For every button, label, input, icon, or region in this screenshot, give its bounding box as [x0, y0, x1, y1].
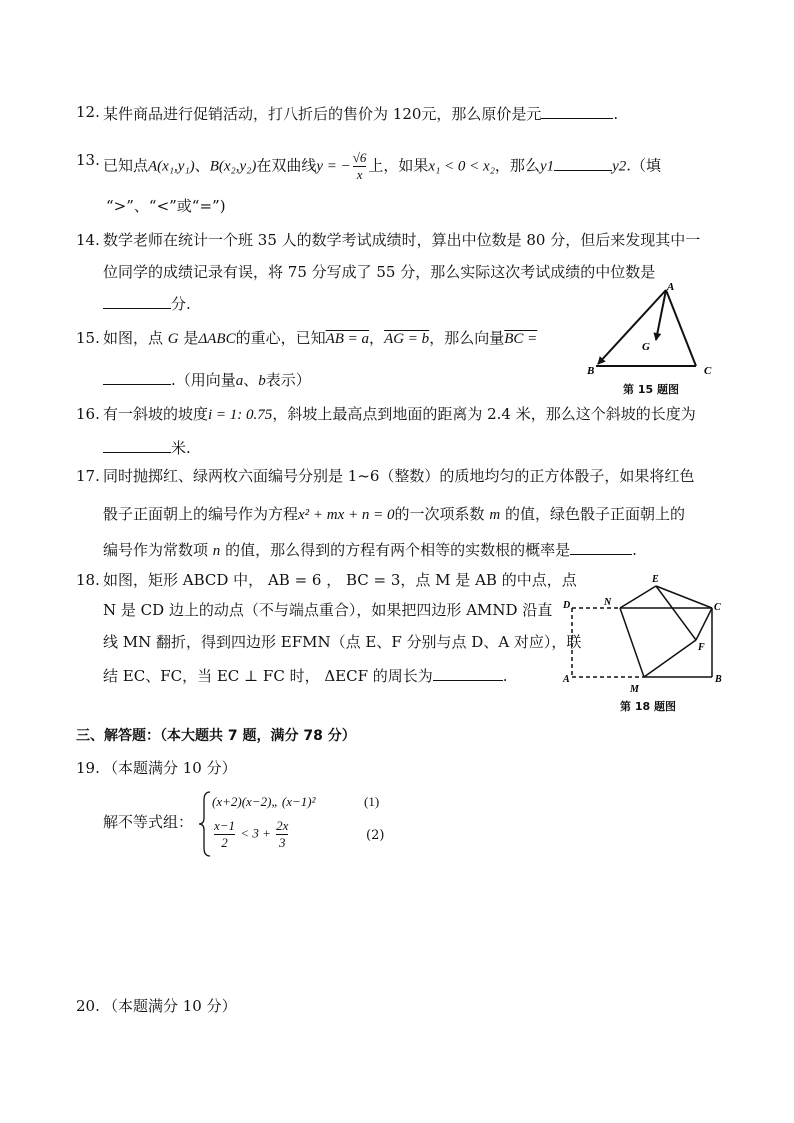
label-n: N [604, 597, 612, 608]
vector-bc: BC = [504, 331, 538, 347]
vector-ab: AB = a [325, 331, 370, 347]
vector-ab-arrow [598, 290, 666, 364]
figure-15-caption: 第 15 题图 [623, 383, 679, 396]
label-f: F [698, 642, 705, 653]
answer-blank [554, 154, 612, 171]
question-number: 20. [76, 997, 100, 1015]
figure-18-caption: 第 18 题图 [620, 700, 676, 713]
label-a: A [563, 674, 570, 685]
question-number: 13. [76, 151, 100, 169]
label-a: A [667, 282, 675, 293]
label-b: B [715, 674, 722, 685]
question-number: 16. [76, 405, 100, 423]
fold-line-mn [620, 608, 644, 677]
question-number: 14. [76, 231, 100, 249]
point-a: A(x₁,y₁) [148, 158, 195, 175]
question-text: 某件商品进行促销活动，打八折后的售价为 120元，那么原价是元 [103, 105, 542, 123]
inequality-label: 解不等式组： [103, 813, 194, 831]
hyperbola-fraction: $\frac{√6}{x}$ [352, 150, 367, 182]
label-d: D [563, 600, 571, 611]
segment-fm [644, 640, 696, 677]
label-g: G [642, 341, 650, 353]
exam-page: 12. 某件商品进行促销活动，打八折后的售价为 120元，那么原价是元 . 13. 已知点A(x₁,y₁)、B(x₂,y₂)在双曲线y = − $\frac{√6}{x}$ 上，如果x₁ < 0 < x₂，那么y1 y2.（填 “>”、“<”或“=”) 14. 数学老师在统计一个班 35 人的数学考试成绩时，算出中位数是 80 分，但后来发现其中一 位同学的成绩记录有误，将 75 分写成了 55 分，那么实际这次考试成绩的中位数是 分. 15. 如图，点 G 是ΔABC的重心，已知AB = a，AG = b，那么向量BC = .（用向量a、b表示） A B C G 第 15 题图 16. 有一斜坡的坡度i = 1: 0.75，斜坡上最高点到地面的距离为 2.4 米，那么这个斜坡的长度为 米. 17. 同时抛掷红、绿两枚六面编号分别是 1~6（整数）的质地均匀的正方体骰子，如果将红色 骰子正面朝上的编号作为方程x² + mx + n = 0的一次项系数 m 的值，绿色骰子正面朝上的 编号作为常数项 n 的值，那么得到的方程有两个相等的实数根的概率是 . 18. 如图，矩形 ABCD 中， AB = 6 ， BC = 3，点 M 是 AB 的中点，点 N 是 CD 边上的动点（不与端点重合），如果把四边形 AMND 沿直 线 MN 翻折，得到四边形 EFMN（点 E、F 分别与点 D、A 对应），联 结 EC、FC，当 EC ⊥ FC 时， ΔECF 的周长为 . D N E C F A M B 第 18 题图 三、解答题：（本大题共 7 题，满分 78 分） 19. （本题满分 10 分） 解不等式组： (x+2)(x−2)„ (x−1)² (1) $\frac{x-1}{2}$ < 3 + $\frac{2x}{3}$ (2) 20. （本题满分 10 分） [0, 0, 794, 1123]
vector-ag: AG = b [384, 331, 430, 347]
question-number: 18. [76, 571, 100, 589]
answer-blank [103, 436, 171, 453]
label-c: C [704, 365, 712, 377]
label-m: M [630, 684, 639, 695]
label-b: B [587, 365, 595, 377]
question-number: 17. [76, 467, 100, 485]
label-c: C [714, 602, 721, 613]
answer-blank [541, 102, 613, 119]
segment-fc [696, 608, 712, 640]
figure-15-triangle [584, 282, 724, 382]
answer-blank [103, 292, 171, 309]
left-brace [198, 790, 212, 858]
side-ac [666, 290, 696, 366]
label-e: E [652, 574, 659, 585]
answer-blank [103, 368, 171, 385]
question-number: 12. [76, 103, 100, 121]
question-number: 15. [76, 329, 100, 347]
figure-18-rectangle-fold [560, 570, 732, 695]
answer-blank [433, 664, 503, 681]
answer-blank [570, 538, 632, 555]
vector-ag-arrow [656, 290, 666, 340]
segment-ne [620, 586, 656, 608]
inequality-2: $\frac{x-1}{2}$ < 3 + $\frac{2x}{3}$ [214, 818, 289, 850]
point-b: B(x₂,y₂) [209, 158, 257, 175]
question-number: 19. [76, 759, 100, 777]
